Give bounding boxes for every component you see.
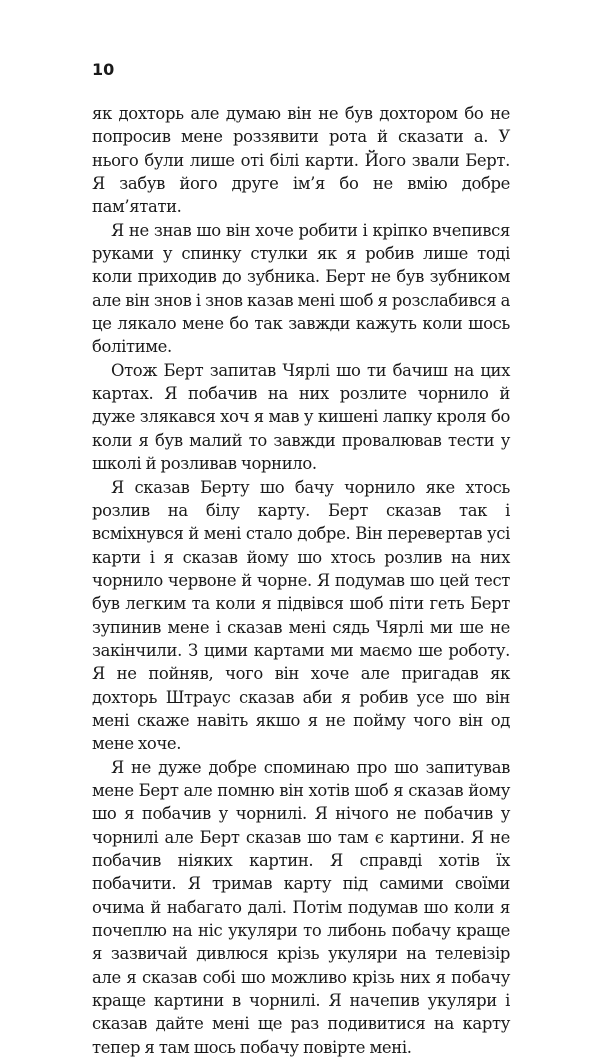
- body-text: [92, 102, 510, 1059]
- page-number: 10: [92, 60, 115, 79]
- paragraph: Отож Берт запитав Чярлі шо ти бачиш на цих картах. Я побачив на них розлите чорнило й дуже злякався хоч я мав у кишені лапку кроля бо коли я був малий то завжди провалював тести у школі й розливав чорнило.: [92, 360, 510, 474]
- paragraph-continued: як дохторь але думаю він не був дохтором бо не попросив мене роззявити рота й сказати а. У нього були лише оті білі карти. Його звали Берт. Я забув його друге ім’я бо не вмію добре пам’ятати.: [92, 104, 510, 217]
- paragraph: Я не дуже добре споминаю про шо запитував мене Берт але помню він хотів шоб я сказав йому шо я побачив у чорнилі. Я нічого не побачив у чорнилі але Берт сказав шо там є картини. Я не побачив ніяких картин. Я справді хотів їх побачити. Я тримав карту під самими своїми очима й набагато далі. Потім подумав шо коли я почеплю на ніс укуляри то либонь побачу краще я зазвичай дивлюся крізь укуляри на телевізір але я сказав собі шо можливо крізь них я побачу краще картини в чорнилі. Я начепив укуляри і сказав дайте мені ще раз подивитися на карту тепер я там шось побачу повірте мені.: [92, 757, 510, 1057]
- paragraph: Я сказав Берту шо бачу чорнило яке хтось розлив на білу карту. Берт сказав так і всміхнувся й мені стало добре. Він перевертав усі карти і я сказав йому шо хтось розлив на них чорнило червоне й чорне. Я подумав шо цей тест був легким та коли я підвівся шоб піти геть Берт зупинив мене і сказав мені сядь Чярлі ми ше не закінчили. З цими картами ми маємо ше роботу. Я не пойняв, чого він хоче але пригадав як дохторь Штраус сказав аби я робив усе шо він мені скаже навіть якшо я не пойму чого він од мене хоче.: [92, 477, 510, 754]
- paragraph: Я не знав шо він хоче робити і кріпко вчепився руками у спинку стулки як я робив лише тоді коли приходив до зубника. Берт не був зубником але він знов і знов казав мені шоб я розслабився а це лякало мене бо так завжди кажуть коли шось болітиме.: [92, 220, 510, 357]
